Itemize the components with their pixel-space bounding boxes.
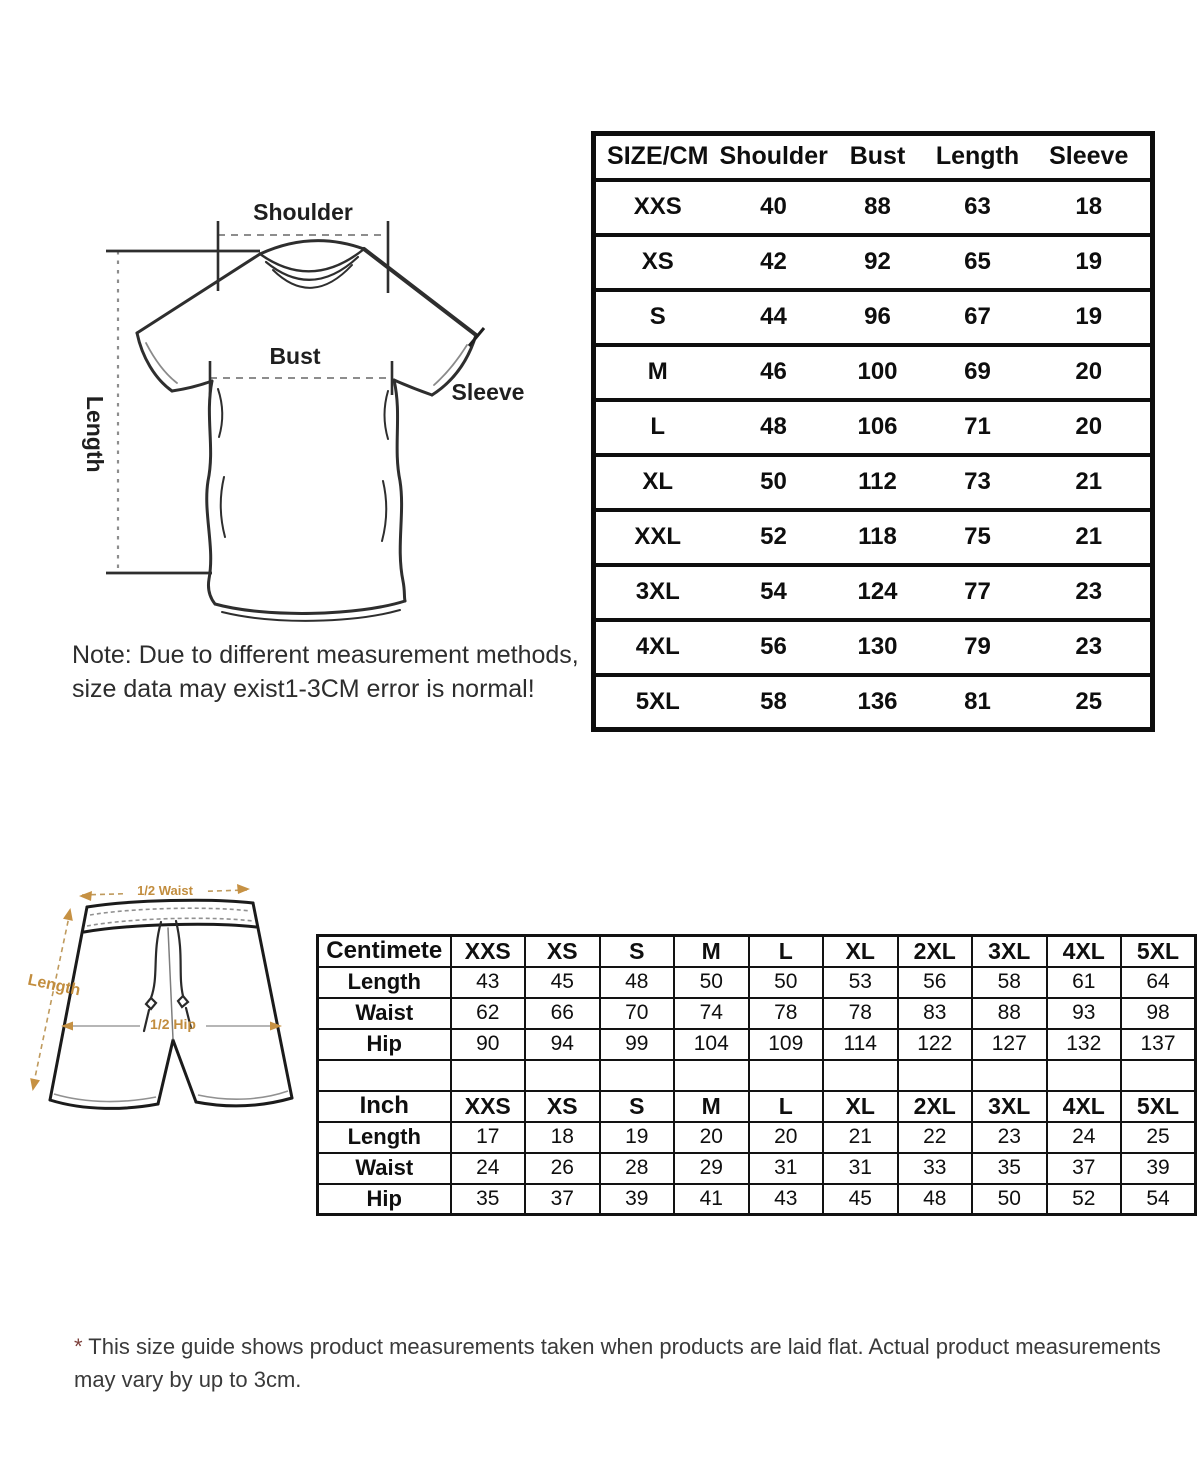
measurement-value-cell: 35 <box>451 1184 526 1215</box>
size-header-cell: 5XL <box>1121 936 1196 967</box>
measurement-value-cell: 19 <box>1028 235 1153 290</box>
header-row <box>594 134 1153 180</box>
tshirt-size-table-body <box>594 180 1153 730</box>
measurement-value-cell: 48 <box>720 400 828 455</box>
measurement-value-cell: 66 <box>525 998 600 1029</box>
size-guide-disclaimer <box>74 1330 1174 1396</box>
measurement-value-cell: 24 <box>1047 1122 1122 1153</box>
size-header-cell: S <box>600 936 675 967</box>
measurement-value-cell: 109 <box>749 1029 824 1060</box>
measurement-value-cell: 54 <box>1121 1184 1196 1215</box>
measurement-value-cell: 25 <box>1121 1122 1196 1153</box>
measurement-value-cell: 50 <box>972 1184 1047 1215</box>
spacer-cell <box>451 1060 526 1091</box>
measurement-value-cell: 52 <box>720 510 828 565</box>
measurement-value-cell: 44 <box>720 290 828 345</box>
size-header-cell: 3XL <box>972 1091 1047 1122</box>
measurement-value-cell: 31 <box>749 1153 824 1184</box>
measurement-value-cell: 46 <box>720 345 828 400</box>
measurement-value-cell: 53 <box>823 967 898 998</box>
size-label-cell: XXS <box>594 180 720 235</box>
half-hip-label: 1/2 Hip <box>150 1016 196 1032</box>
measurement-row <box>318 1122 1196 1153</box>
measurement-value-cell: 132 <box>1047 1029 1122 1060</box>
spacer-cell <box>525 1060 600 1091</box>
measurement-value-cell: 78 <box>749 998 824 1029</box>
measurement-value-cell: 130 <box>828 620 928 675</box>
shorts-sketch <box>0 858 330 1148</box>
measurement-value-cell: 71 <box>928 400 1028 455</box>
measurement-value-cell: 17 <box>451 1122 526 1153</box>
row-label-cell: Waist <box>318 998 451 1029</box>
half-waist-label: 1/2 Waist <box>123 884 207 898</box>
size-label-cell: 4XL <box>594 620 720 675</box>
spacer-cell <box>898 1060 973 1091</box>
size-label-cell: 3XL <box>594 565 720 620</box>
spacer-cell <box>600 1060 675 1091</box>
measurement-value-cell: 64 <box>1121 967 1196 998</box>
measurement-value-cell: 106 <box>828 400 928 455</box>
measurement-value-cell: 43 <box>451 967 526 998</box>
measurement-value-cell: 65 <box>928 235 1028 290</box>
size-header-cell: 2XL <box>898 936 973 967</box>
size-header-cell: 3XL <box>972 936 1047 967</box>
column-header: SIZE/CM <box>607 142 709 171</box>
size-header-cell: XXS <box>451 936 526 967</box>
measurement-value-cell: 23 <box>1028 565 1153 620</box>
measurement-value-cell: 74 <box>674 998 749 1029</box>
measurement-value-cell: 22 <box>898 1122 973 1153</box>
measurement-value-cell: 62 <box>451 998 526 1029</box>
measurement-value-cell: 99 <box>600 1029 675 1060</box>
size-label-cell: S <box>594 290 720 345</box>
size-label-cell: M <box>594 345 720 400</box>
measurement-value-cell: 39 <box>600 1184 675 1215</box>
measurement-value-cell: 21 <box>1028 455 1153 510</box>
row-label-cell: Hip <box>318 1029 451 1060</box>
row-label-cell: Length <box>318 1122 451 1153</box>
size-row <box>594 675 1153 730</box>
measurement-value-cell: 54 <box>720 565 828 620</box>
measurement-value-cell: 67 <box>928 290 1028 345</box>
measurement-value-cell: 21 <box>1028 510 1153 565</box>
size-header-cell: XS <box>525 936 600 967</box>
column-header: Bust <box>849 142 906 171</box>
size-header-cell: XXS <box>451 1091 526 1122</box>
measurement-value-cell: 18 <box>525 1122 600 1153</box>
measurement-value-cell: 63 <box>928 180 1028 235</box>
size-header-cell: XL <box>823 936 898 967</box>
measurement-value-cell: 98 <box>1121 998 1196 1029</box>
measurement-value-cell: 118 <box>828 510 928 565</box>
tshirt-size-table-head <box>594 134 1153 180</box>
measurement-value-cell: 136 <box>828 675 928 730</box>
measurement-value-cell: 48 <box>898 1184 973 1215</box>
measurement-value-cell: 19 <box>1028 290 1153 345</box>
length-label: Length <box>82 395 109 473</box>
bust-label: Bust <box>269 343 321 369</box>
measurement-value-cell: 127 <box>972 1029 1047 1060</box>
size-header-cell: XS <box>525 1091 600 1122</box>
size-row <box>594 235 1153 290</box>
size-label-cell: XL <box>594 455 720 510</box>
size-row <box>594 180 1153 235</box>
column-header: Length <box>935 142 1020 171</box>
measurement-value-cell: 20 <box>1028 400 1153 455</box>
measurement-value-cell: 48 <box>600 967 675 998</box>
size-label-cell: XS <box>594 235 720 290</box>
measurement-value-cell: 35 <box>972 1153 1047 1184</box>
measurement-value-cell: 78 <box>823 998 898 1029</box>
measurement-value-cell: 69 <box>928 345 1028 400</box>
sleeve-label: Sleeve <box>451 379 525 405</box>
length-measure-line <box>106 251 260 573</box>
measurement-value-cell: 75 <box>928 510 1028 565</box>
shorts-length-label: Length <box>26 971 82 1000</box>
measurement-value-cell: 100 <box>828 345 928 400</box>
measurement-value-cell: 33 <box>898 1153 973 1184</box>
measurement-value-cell: 58 <box>972 967 1047 998</box>
size-header-cell: XL <box>823 1091 898 1122</box>
measurement-value-cell: 23 <box>1028 620 1153 675</box>
size-header-cell: M <box>674 936 749 967</box>
measurement-value-cell: 37 <box>525 1184 600 1215</box>
size-header-cell: S <box>600 1091 675 1122</box>
measurement-value-cell: 114 <box>823 1029 898 1060</box>
spacer-cell <box>318 1060 451 1091</box>
shoulder-label: Shoulder <box>253 199 353 225</box>
measurement-value-cell: 56 <box>720 620 828 675</box>
measurement-value-cell: 92 <box>828 235 928 290</box>
measurement-value-cell: 50 <box>749 967 824 998</box>
measurement-value-cell: 37 <box>1047 1153 1122 1184</box>
shoulder-measure-line <box>218 221 388 293</box>
shorts-size-table <box>316 934 1197 1216</box>
measurement-value-cell: 26 <box>525 1153 600 1184</box>
measurement-value-cell: 45 <box>525 967 600 998</box>
row-label-cell: Hip <box>318 1184 451 1215</box>
measurement-value-cell: 73 <box>928 455 1028 510</box>
measurement-value-cell: 124 <box>828 565 928 620</box>
size-row <box>594 510 1153 565</box>
measurement-value-cell: 20 <box>1028 345 1153 400</box>
row-label-cell: Length <box>318 967 451 998</box>
measurement-value-cell: 19 <box>600 1122 675 1153</box>
note-line-1: Note: Due to different measurement methods, <box>72 641 579 669</box>
measurement-value-cell: 96 <box>828 290 928 345</box>
measurement-value-cell: 42 <box>720 235 828 290</box>
measurement-value-cell: 112 <box>828 455 928 510</box>
measurement-value-cell: 28 <box>600 1153 675 1184</box>
measurement-value-cell: 20 <box>674 1122 749 1153</box>
size-header-cell: 4XL <box>1047 1091 1122 1122</box>
spacer-cell <box>972 1060 1047 1091</box>
size-row <box>594 290 1153 345</box>
measurement-value-cell: 79 <box>928 620 1028 675</box>
measurement-value-cell: 70 <box>600 998 675 1029</box>
size-row <box>594 345 1153 400</box>
size-header-cell: L <box>749 1091 824 1122</box>
size-header-cell: 4XL <box>1047 936 1122 967</box>
measurement-value-cell: 137 <box>1121 1029 1196 1060</box>
unit-header-row <box>318 1091 1196 1122</box>
spacer-cell <box>823 1060 898 1091</box>
measurement-value-cell: 90 <box>451 1029 526 1060</box>
size-label-cell: XXL <box>594 510 720 565</box>
measurement-value-cell: 88 <box>972 998 1047 1029</box>
measurement-value-cell: 39 <box>1121 1153 1196 1184</box>
size-label-cell: 5XL <box>594 675 720 730</box>
measurement-row <box>318 998 1196 1029</box>
size-row <box>594 620 1153 675</box>
measurement-value-cell: 58 <box>720 675 828 730</box>
unit-header-cell: Centimete <box>318 936 451 967</box>
tshirt-sketch <box>60 185 580 630</box>
measurement-value-cell: 104 <box>674 1029 749 1060</box>
measurement-note <box>72 638 579 706</box>
spacer-cell <box>1121 1060 1196 1091</box>
column-header: Sleeve <box>1049 142 1129 171</box>
measurement-value-cell: 20 <box>749 1122 824 1153</box>
measurement-row <box>318 1029 1196 1060</box>
measurement-value-cell: 94 <box>525 1029 600 1060</box>
spacer-cell <box>749 1060 824 1091</box>
shorts-measurement-diagram <box>0 858 330 1148</box>
disclaimer-asterisk: * <box>74 1334 83 1359</box>
column-header: Shoulder <box>719 142 828 171</box>
measurement-value-cell: 21 <box>823 1122 898 1153</box>
disclaimer-text: This size guide shows product measurements taken when products are laid flat. Actual product measurements may vary by up to 3cm. <box>74 1334 1161 1392</box>
measurement-value-cell: 81 <box>928 675 1028 730</box>
measurement-value-cell: 24 <box>451 1153 526 1184</box>
unit-header-cell: Inch <box>318 1091 451 1122</box>
row-label-cell: Waist <box>318 1153 451 1184</box>
tshirt-measurement-diagram <box>60 185 580 630</box>
shorts-size-table-body <box>318 936 1196 1215</box>
measurement-row <box>318 967 1196 998</box>
measurement-value-cell: 23 <box>972 1122 1047 1153</box>
measurement-value-cell: 31 <box>823 1153 898 1184</box>
size-row <box>594 455 1153 510</box>
spacer-cell <box>674 1060 749 1091</box>
measurement-value-cell: 50 <box>720 455 828 510</box>
spacer-cell <box>1047 1060 1122 1091</box>
measurement-value-cell: 56 <box>898 967 973 998</box>
size-header-cell: 5XL <box>1121 1091 1196 1122</box>
measurement-value-cell: 61 <box>1047 967 1122 998</box>
measurement-value-cell: 41 <box>674 1184 749 1215</box>
measurement-row <box>318 1153 1196 1184</box>
measurement-value-cell: 40 <box>720 180 828 235</box>
note-line-2: size data may exist1-3CM error is normal! <box>72 675 535 703</box>
size-row <box>594 565 1153 620</box>
size-header-cell: M <box>674 1091 749 1122</box>
tshirt-size-table <box>591 131 1155 732</box>
size-header-cell: 2XL <box>898 1091 973 1122</box>
measurement-value-cell: 77 <box>928 565 1028 620</box>
measurement-value-cell: 88 <box>828 180 928 235</box>
measurement-value-cell: 25 <box>1028 675 1153 730</box>
measurement-value-cell: 50 <box>674 967 749 998</box>
measurement-value-cell: 83 <box>898 998 973 1029</box>
measurement-value-cell: 122 <box>898 1029 973 1060</box>
spacer-row <box>318 1060 1196 1091</box>
measurement-value-cell: 43 <box>749 1184 824 1215</box>
measurement-value-cell: 93 <box>1047 998 1122 1029</box>
tshirt-outline <box>137 241 476 621</box>
measurement-value-cell: 45 <box>823 1184 898 1215</box>
measurement-value-cell: 29 <box>674 1153 749 1184</box>
size-header-cell: L <box>749 936 824 967</box>
measurement-row <box>318 1184 1196 1215</box>
measurement-value-cell: 18 <box>1028 180 1153 235</box>
size-label-cell: L <box>594 400 720 455</box>
size-row <box>594 400 1153 455</box>
unit-header-row <box>318 936 1196 967</box>
measurement-value-cell: 52 <box>1047 1184 1122 1215</box>
